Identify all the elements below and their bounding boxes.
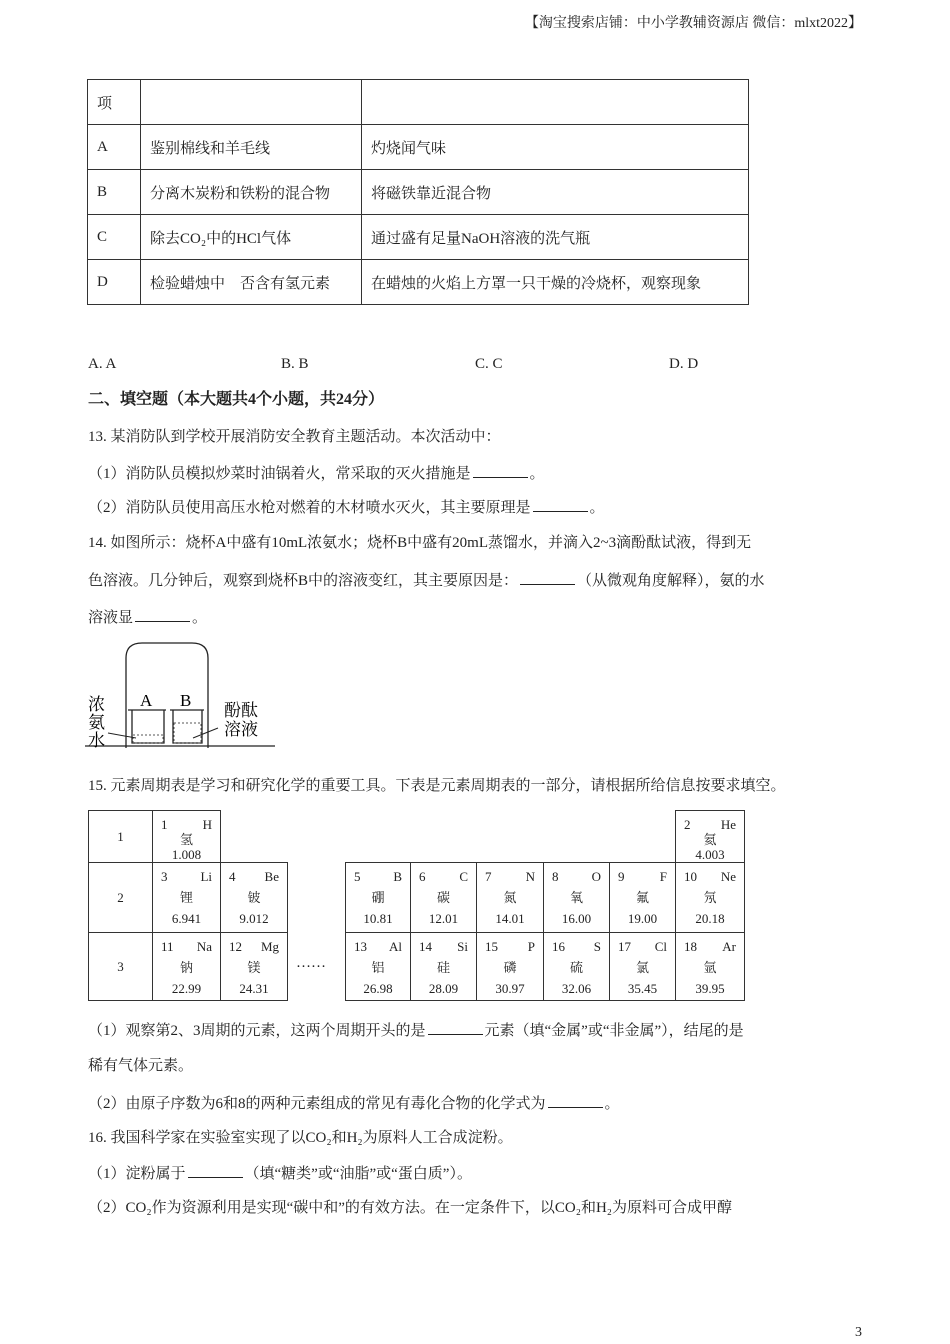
- element-header: [346, 866, 410, 887]
- atomic-mass: 10.81: [363, 911, 393, 926]
- atomic-number: 18: [684, 939, 697, 954]
- element-name: 镁: [247, 960, 261, 975]
- text: （2）由原子序数为6和8的两种元素组成的常见有毒化合物的化学式为: [88, 1096, 546, 1112]
- q16-stem: 16. 我国科学家在实验室实现了以CO₂和H₂为原料人工合成淀粉。: [88, 1130, 513, 1146]
- answer-blank: [188, 1163, 243, 1178]
- element-header: [411, 936, 476, 957]
- element-cell: [476, 932, 544, 1001]
- table-row: [88, 260, 749, 305]
- element-symbol: Li: [200, 869, 212, 884]
- atomic-mass: 20.18: [695, 911, 725, 926]
- element-header: [544, 866, 609, 887]
- atomic-number: 9: [618, 869, 625, 884]
- text: （2）消防队员使用高压水枪对燃着的木材喷水灭火，其主要原理是: [88, 500, 531, 516]
- atomic-mass: 16.00: [561, 911, 592, 926]
- element-cell: [675, 932, 745, 1001]
- element-name: 硫: [569, 960, 583, 975]
- table-cell: 鉴别棉线和羊毛线: [141, 125, 362, 170]
- element-name: 钠: [179, 960, 193, 975]
- atomic-number: 7: [485, 869, 492, 884]
- table-cell: 将磁铁靠近混合物: [362, 170, 749, 215]
- atomic-number: 4: [229, 869, 236, 884]
- table-cell: 分离木炭粉和铁粉的混合物: [141, 170, 362, 215]
- label-beaker-a: A: [140, 691, 153, 710]
- element-cell: [543, 862, 610, 933]
- element-symbol: Na: [196, 939, 212, 954]
- q15-part2: [88, 1093, 620, 1114]
- table-row: [88, 125, 749, 170]
- q14-line3: [88, 607, 207, 628]
- element-header: [544, 936, 609, 957]
- element-cell: [543, 932, 610, 1001]
- text: （1）消防队员模拟炒菜时油锅着火，常采取的灭火措施是: [88, 466, 471, 482]
- table-cell: 检验蜡烛中 否含有氢元素: [141, 260, 362, 305]
- atomic-number: 12: [229, 939, 242, 954]
- element-symbol: H: [202, 817, 212, 832]
- element-cell: [476, 862, 544, 933]
- element-symbol: F: [659, 869, 667, 884]
- element-name: 氖: [703, 890, 717, 905]
- element-symbol: Be: [264, 869, 279, 884]
- label-ammonia: 氨: [88, 713, 105, 732]
- element-name: 氧: [569, 890, 583, 905]
- atomic-number: 1: [161, 817, 168, 832]
- element-header: [346, 936, 410, 957]
- atomic-mass: 14.01: [495, 911, 525, 926]
- atomic-mass: 19.00: [627, 911, 658, 926]
- choice-a: A. A: [88, 356, 117, 372]
- text: 元素（填“金属”或“非金属”），结尾的是: [484, 1023, 744, 1039]
- element-cell: [410, 932, 477, 1001]
- text: 色溶液。几分钟后，观察到烧杯B中的溶液变红，其主要原因是：: [88, 573, 519, 589]
- q14-line1: 14. 如图所示：烧杯A中盛有10mL浓氨水；烧杯B中盛有20mL蒸馏水，并滴入2~3滴酚酞试液，得到无: [88, 535, 752, 551]
- atomic-mass: 1.008: [171, 847, 202, 862]
- table-cell: 除去CO₂中的HCl气体: [141, 215, 362, 260]
- q15-stem: 15. 元素周期表是学习和研究化学的重要工具。下表是元素周期表的一部分，请根据所给信息按要求填空。: [88, 778, 786, 794]
- table-cell: B: [88, 170, 141, 215]
- answer-blank: [520, 570, 575, 585]
- element-name: 硼: [371, 890, 385, 905]
- choice-c: C. C: [475, 356, 503, 372]
- element-name: 铍: [247, 890, 261, 905]
- atomic-mass: 12.01: [428, 911, 459, 926]
- element-name: 磷: [503, 960, 517, 975]
- q13-part1: [88, 463, 545, 484]
- element-name: 氢: [179, 832, 193, 847]
- element-header: [477, 936, 543, 957]
- element-header: [153, 817, 220, 832]
- table-cell: [141, 80, 362, 125]
- element-name: 铝: [371, 960, 385, 975]
- element-cell: [675, 810, 745, 863]
- atomic-number: 3: [161, 869, 168, 884]
- element-cell: [345, 862, 411, 933]
- table-cell: 灼烧闻气味: [362, 125, 749, 170]
- table-cell: C: [88, 215, 141, 260]
- label-beaker-b: B: [180, 691, 192, 710]
- element-cell: [609, 932, 676, 1001]
- table-row: [88, 215, 749, 260]
- table-cell: A: [88, 125, 141, 170]
- choice-b: B. B: [281, 356, 309, 372]
- element-cell: [152, 932, 221, 1001]
- atomic-number: 15: [485, 939, 498, 954]
- element-symbol: S: [593, 939, 601, 954]
- element-symbol: N: [525, 869, 535, 884]
- period-label: 3: [88, 932, 153, 1001]
- element-name: 氦: [703, 832, 717, 847]
- beaker-experiment-figure: [80, 630, 280, 750]
- element-symbol: Si: [457, 939, 468, 954]
- text: 溶液显: [88, 610, 134, 626]
- element-cell: [609, 862, 676, 933]
- element-symbol: P: [527, 939, 535, 954]
- atomic-mass: 6.941: [171, 911, 202, 926]
- q13-stem: 13. 某消防队到学校开展消防安全教育主题活动。本次活动中：: [88, 429, 501, 445]
- element-header: [411, 866, 476, 887]
- element-cell: [675, 862, 745, 933]
- text: （1）淀粉属于: [88, 1166, 186, 1182]
- element-symbol: O: [591, 869, 601, 884]
- element-header: [153, 866, 220, 887]
- table-cell: D: [88, 260, 141, 305]
- page-number: 3: [855, 1325, 862, 1340]
- answer-blank: [548, 1093, 603, 1108]
- element-cell: [220, 862, 288, 933]
- atomic-mass: 9.012: [239, 911, 269, 926]
- atomic-number: 6: [419, 869, 426, 884]
- element-name: 氮: [503, 890, 517, 905]
- element-header: [610, 866, 675, 887]
- element-symbol: Ar: [722, 939, 736, 954]
- element-symbol: Mg: [260, 939, 279, 954]
- q14-line2: [88, 570, 765, 591]
- table-header-row: [88, 80, 749, 125]
- atomic-mass: 24.31: [239, 981, 269, 996]
- ellipsis: ……: [296, 955, 326, 971]
- answer-blank: [428, 1020, 483, 1035]
- element-header: [676, 817, 744, 832]
- atomic-number: 16: [552, 939, 565, 954]
- element-symbol: C: [459, 869, 468, 884]
- element-name: 锂: [179, 890, 193, 905]
- element-header: [221, 936, 287, 957]
- q15-part1-cont: 稀有气体元素。: [88, 1058, 194, 1074]
- answer-blank: [533, 497, 588, 512]
- atomic-number: 10: [684, 869, 697, 884]
- period-label: 1: [88, 810, 153, 863]
- q16-part1: [88, 1163, 472, 1184]
- element-name: 氯: [635, 960, 649, 975]
- atomic-number: 13: [354, 939, 367, 954]
- element-name: 硅: [436, 960, 450, 975]
- element-header: [477, 866, 543, 887]
- element-header: [676, 936, 744, 957]
- text: 。: [529, 466, 545, 482]
- text: （从微观角度解释），氨的水: [577, 573, 765, 589]
- q16-part2: （2）CO₂作为资源利用是实现“碳中和”的有效方法。在一定条件下，以CO₂和H₂为原料可合成甲醇: [88, 1200, 733, 1216]
- answer-blank: [473, 463, 528, 478]
- atomic-number: 14: [419, 939, 432, 954]
- text: （1）观察第2、3周期的元素，这两个周期开头的是: [88, 1023, 426, 1039]
- atomic-mass: 30.97: [495, 981, 525, 996]
- q15-part1: [88, 1020, 744, 1041]
- element-cell: [152, 862, 221, 933]
- element-cell: [220, 932, 288, 1001]
- atomic-mass: 4.003: [695, 847, 725, 862]
- choice-d: D. D: [669, 356, 699, 372]
- element-symbol: B: [393, 869, 402, 884]
- element-cell: [410, 862, 477, 933]
- atomic-number: 8: [552, 869, 559, 884]
- element-name: 氩: [703, 960, 717, 975]
- table-cell: 在蜡烛的火焰上方罩一只干燥的冷烧杯，观察现象: [362, 260, 749, 305]
- atomic-number: 17: [618, 939, 631, 954]
- label-water: 水: [88, 731, 105, 750]
- element-header: [610, 936, 675, 957]
- element-name: 氟: [635, 890, 649, 905]
- table-cell: [362, 80, 749, 125]
- section-heading: 二、填空题（本大题共4个小题，共24分）: [88, 391, 385, 408]
- label-concentrated: 浓: [88, 695, 105, 714]
- atomic-mass: 32.06: [561, 981, 592, 996]
- element-header: [676, 866, 744, 887]
- table-cell: 通过盛有足量NaOH溶液的洗气瓶: [362, 215, 749, 260]
- element-cell: [345, 932, 411, 1001]
- text: 。: [192, 610, 208, 626]
- text: 。: [589, 500, 605, 516]
- q13-part2: [88, 497, 605, 518]
- element-name: 碳: [436, 890, 450, 905]
- element-symbol: He: [720, 817, 736, 832]
- element-symbol: Cl: [654, 939, 667, 954]
- atomic-number: 5: [354, 869, 361, 884]
- element-symbol: Ne: [720, 869, 736, 884]
- atomic-number: 11: [161, 939, 174, 954]
- options-table: [87, 79, 749, 305]
- label-solution: 溶液: [224, 720, 258, 739]
- element-header: [221, 866, 287, 887]
- element-header: [153, 936, 220, 957]
- element-symbol: Al: [389, 939, 402, 954]
- atomic-mass: 26.98: [363, 981, 393, 996]
- element-cell: [152, 810, 221, 863]
- period-label: 2: [88, 862, 153, 933]
- atomic-number: 2: [684, 817, 691, 832]
- atomic-mass: 39.95: [695, 981, 725, 996]
- table-cell: 项: [88, 80, 141, 125]
- page-header: 【淘宝搜索店铺：中小学教辅资源店 微信：mlxt2022】: [524, 16, 862, 31]
- text: （填“糖类”或“油脂”或“蛋白质”）。: [244, 1166, 472, 1182]
- text: 。: [604, 1096, 620, 1112]
- table-row: [88, 170, 749, 215]
- answer-blank: [135, 607, 190, 622]
- atomic-mass: 35.45: [627, 981, 658, 996]
- atomic-mass: 28.09: [428, 981, 459, 996]
- label-phenolphthalein: 酚酞: [224, 701, 258, 720]
- atomic-mass: 22.99: [171, 981, 202, 996]
